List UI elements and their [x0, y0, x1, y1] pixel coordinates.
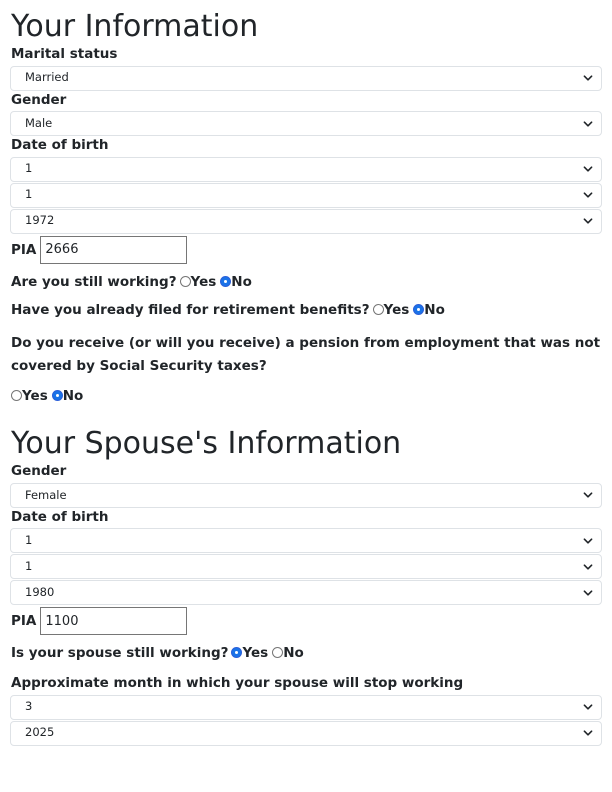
still-working-no-label: No [231, 273, 252, 290]
marital-status-select-wrapper[interactable] [10, 66, 602, 91]
dob-year-select-wrapper[interactable] [10, 209, 602, 234]
already-filed-question-row [0, 301, 612, 321]
spouse-date-of-birth-group [0, 528, 612, 605]
spouse-dob-day-select[interactable] [10, 554, 602, 579]
spouse-pia-input[interactable] [40, 607, 187, 635]
label-spouse-stop-working: Approximate month in which your spouse will stop working [11, 674, 464, 691]
spouse-still-working-question-text: Is your spouse still working? [11, 645, 229, 662]
spouse-dob-month-select-wrapper[interactable] [10, 528, 602, 553]
page-title-spouse-information: Your Spouse's Information [11, 426, 402, 462]
spouse-still-working-radio-group [231, 645, 307, 661]
already-filed-no-label: No [424, 302, 445, 319]
pension-yes-label: Yes [22, 388, 48, 405]
already-filed-radio-group [373, 302, 449, 318]
spouse-dob-year-select-wrapper[interactable] [10, 580, 602, 605]
page-title-your-information: Your Information [11, 9, 259, 44]
dob-month-select[interactable] [10, 157, 602, 182]
dob-year-select[interactable] [10, 209, 602, 234]
spouse-dob-month-select[interactable] [10, 528, 602, 553]
already-filed-no-radio[interactable] [413, 304, 424, 315]
gender-select-wrapper[interactable] [10, 111, 602, 136]
label-date-of-birth: Date of birth [11, 137, 109, 154]
pension-no-label: No [62, 388, 84, 405]
spouse-dob-year-select[interactable] [10, 580, 602, 605]
date-of-birth-group [0, 157, 612, 234]
still-working-question-text: Are you still working? [11, 273, 177, 290]
still-working-yes-label: Yes [190, 273, 217, 290]
spouse-still-working-yes-label: Yes [242, 645, 269, 662]
pension-yes-radio[interactable] [11, 390, 22, 401]
spouse-pia-row [0, 607, 612, 635]
label-spouse-gender: Gender [11, 463, 67, 480]
already-filed-yes-label: Yes [383, 302, 410, 319]
still-working-no-radio[interactable] [220, 276, 231, 287]
spouse-still-working-question-row [0, 644, 612, 664]
label-pia: PIA [11, 241, 37, 258]
still-working-yes-radio[interactable] [180, 276, 191, 287]
spouse-stop-year-select[interactable] [10, 721, 602, 746]
already-filed-question-text: Have you already filed for retirement benefits? [11, 302, 370, 319]
spouse-stop-month-select[interactable] [10, 695, 602, 720]
still-working-radio-group [180, 274, 256, 290]
spouse-stop-month-select-wrapper[interactable] [10, 695, 602, 720]
spouse-dob-day-select-wrapper[interactable] [10, 554, 602, 579]
spouse-stop-year-select-wrapper[interactable] [10, 721, 602, 746]
dob-day-select-wrapper[interactable] [10, 183, 602, 208]
dob-day-select[interactable] [10, 183, 602, 208]
pia-input[interactable] [40, 236, 187, 264]
dob-month-select-wrapper[interactable] [10, 157, 602, 182]
label-spouse-pia: PIA [11, 613, 37, 630]
gender-select[interactable] [10, 111, 602, 136]
already-filed-yes-radio[interactable] [373, 304, 384, 315]
spouse-still-working-no-label: No [283, 645, 304, 662]
pension-question-text: Do you receive (or will you receive) a pension from employment that was not covered by Social Security taxes? [11, 334, 601, 375]
label-marital-status: Marital status [11, 46, 118, 62]
pia-row [0, 236, 612, 264]
pension-no-radio[interactable] [52, 390, 63, 401]
still-working-question-row [0, 273, 612, 293]
label-gender: Gender [11, 91, 67, 108]
spouse-still-working-no-radio[interactable] [272, 647, 283, 658]
spouse-gender-select[interactable] [10, 483, 602, 508]
spouse-still-working-yes-radio[interactable] [231, 647, 242, 658]
label-spouse-date-of-birth: Date of birth [11, 508, 109, 525]
spouse-stop-working-group [0, 695, 612, 746]
spouse-gender-select-wrapper[interactable] [10, 483, 602, 508]
marital-status-select[interactable] [10, 66, 602, 91]
pension-radio-group [0, 385, 612, 404]
